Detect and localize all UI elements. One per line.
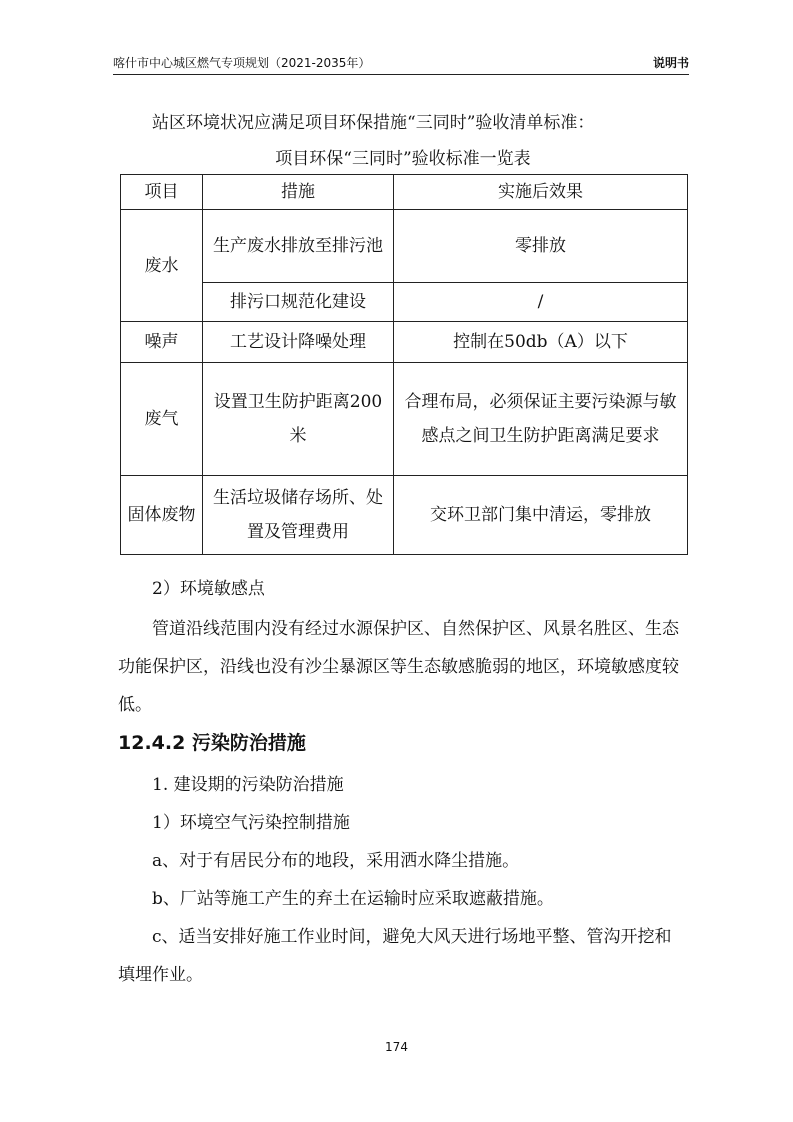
effect-cell: 交环卫部门集中清运，零排放 [394,476,688,555]
sensitive-paragraph: 管道沿线范围内没有经过水源保护区、自然保护区、风景名胜区、生态功能保护区，沿线也没有沙尘暴源区等生态敏感脆弱的地区，环境敏感度较低。 [118,619,679,715]
table-header-row [121,175,688,210]
header-cell: 项目 [121,175,203,210]
section-heading: 12.4.2 污染防治措施 [118,732,306,754]
table-row [121,476,688,555]
item-cell: 废水 [121,210,203,322]
list-item: 1）环境空气污染控制措施 [152,813,350,833]
page-number: 174 [385,1040,408,1054]
list-item: a、对于有居民分布的地段，采用洒水降尘措施。 [152,851,520,871]
intro-paragraph: 站区环境状况应满足项目环保措施“三同时”验收清单标准： [152,113,595,133]
measure-cell: 生活垃圾储存场所、处置及管理费用 [203,476,394,555]
header-cell: 措施 [203,175,394,210]
item-cell: 废气 [121,363,203,476]
measure-cell: 工艺设计降噪处理 [203,322,394,363]
measure-cell: 排污口规范化建设 [203,283,394,322]
table-row [121,283,688,322]
effect-cell: 控制在50db（A）以下 [394,322,688,363]
sensitive-label: 2）环境敏感点 [152,579,265,599]
measure-cell: 设置卫生防护距离200米 [203,363,394,476]
item-cell: 噪声 [121,322,203,363]
header-title: 喀什市中心城区燃气专项规划（2021-2035年） [113,56,371,70]
item-cell: 固体废物 [121,476,203,555]
header-doc-type: 说明书 [652,56,689,70]
page-header [113,52,689,75]
effect-cell: 合理布局，必须保证主要污染源与敏感点之间卫生防护距离满足要求 [394,363,688,476]
measure-cell: 生产废水排放至排污池 [203,210,394,283]
acceptance-table [120,174,688,555]
table-row [121,322,688,363]
effect-cell: / [394,283,688,322]
table-row [121,210,688,283]
effect-cell: 零排放 [394,210,688,283]
list-item: 1. 建设期的污染防治措施 [152,775,344,795]
list-item: c、适当安排好施工作业时间，避免大风天进行场地平整、管沟开挖和填埋作业。 [118,927,672,985]
table-caption: 项目环保“三同时”验收标准一览表 [275,149,531,169]
list-item: b、厂站等施工产生的弃土在运输时应采取遮蔽措施。 [152,889,554,909]
table-row [121,363,688,476]
header-cell: 实施后效果 [394,175,688,210]
